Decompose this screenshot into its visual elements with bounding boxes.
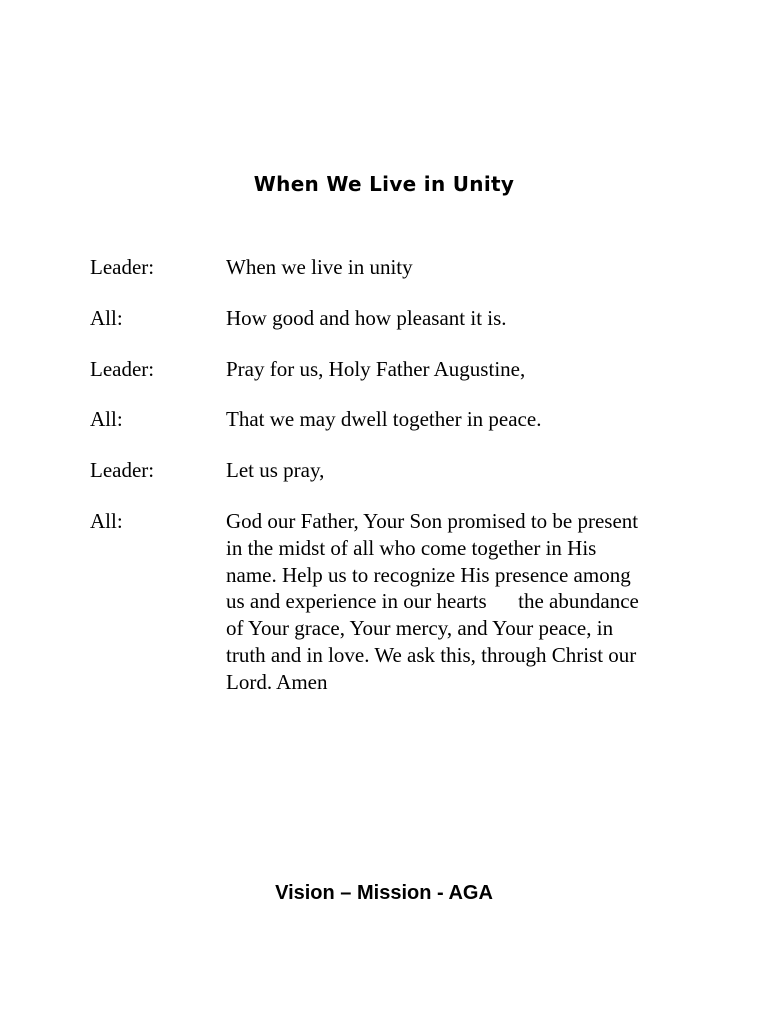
litany-body (90, 254, 690, 720)
speaker-label: Leader: (90, 356, 155, 381)
line-text: That we may dwell together in peace. (226, 407, 542, 432)
speaker-label: All: (90, 508, 123, 533)
speaker-label: All: (90, 305, 123, 330)
line-text: God our Father, Your Son promised to be present in the midst of all who come together in His name. Help us to recognize His presence among us and experience in our hearts the abundance of Your grace, Your mercy, and Your peace, in truth and in love. We ask this, through Christ our Lord. Amen (226, 508, 639, 694)
litany-line (90, 457, 690, 484)
speaker-label: Leader: (90, 458, 155, 483)
line-text: When we live in unity (226, 255, 413, 279)
litany-line (90, 508, 690, 696)
line-text: Pray for us, Holy Father Augustine, (226, 356, 526, 381)
speaker-label: Leader: (90, 255, 155, 279)
footer-motto: Vision – Mission - AGA (275, 882, 493, 904)
document-title: When We Live in Unity (253, 172, 515, 196)
litany-line (90, 305, 690, 332)
line-text: Let us pray, (226, 458, 325, 483)
line-text: How good and how pleasant it is. (226, 305, 507, 330)
speaker-label: All: (90, 407, 123, 432)
litany-line (90, 356, 690, 383)
litany-line (90, 406, 690, 433)
litany-line (90, 254, 690, 281)
